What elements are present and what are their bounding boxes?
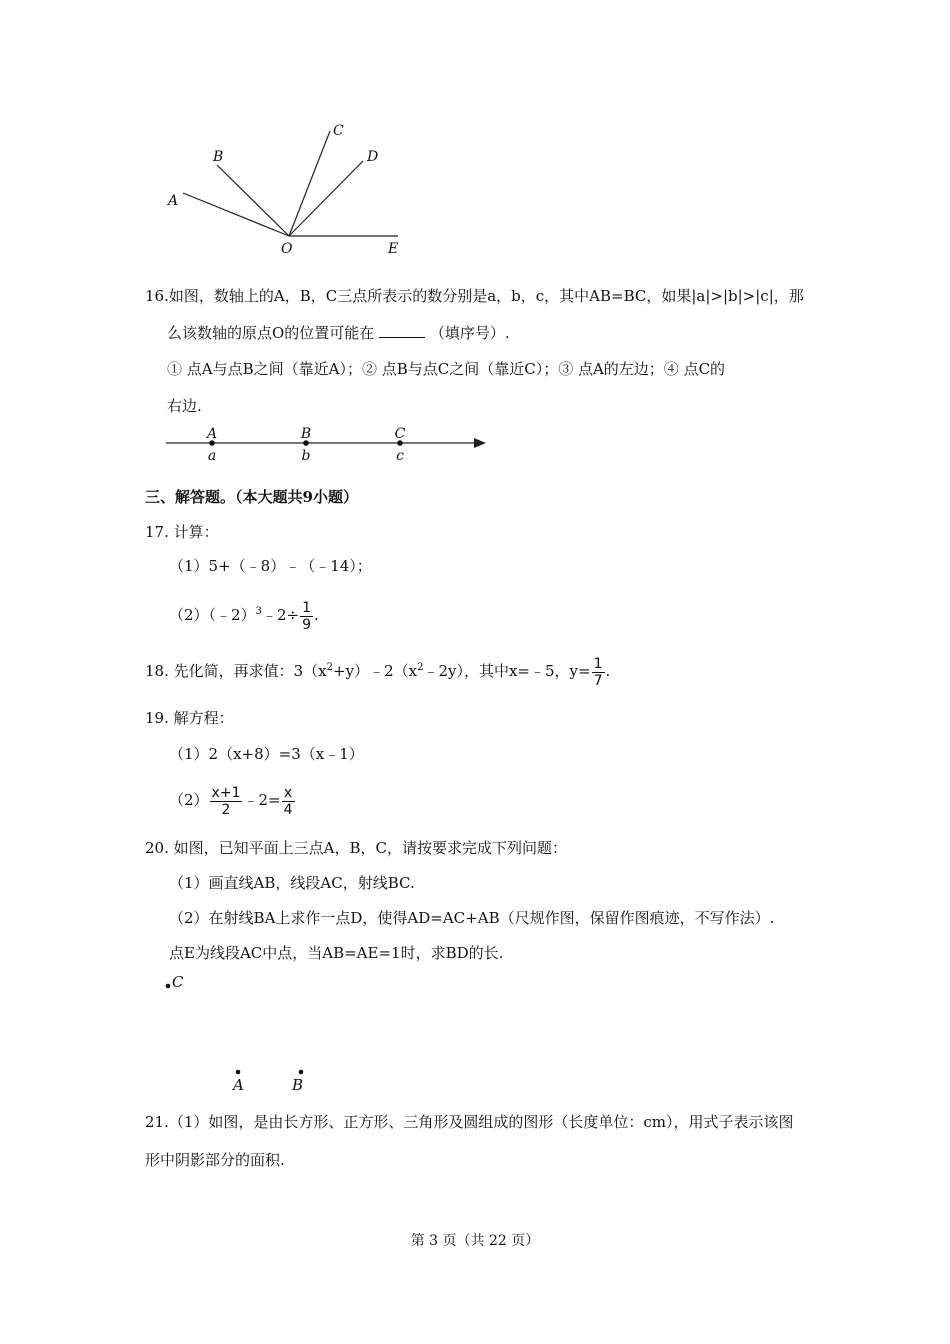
q16-number: 16. (145, 287, 169, 305)
angle-figure (150, 115, 420, 265)
arrow-head (474, 438, 486, 448)
ray-OA (183, 193, 289, 236)
ray-OB (217, 165, 289, 236)
q16-line2b: （填序号）. (429, 324, 510, 342)
nl-label-B: B (300, 426, 312, 442)
label-O: O (281, 241, 293, 257)
q17-title: 计算： (173, 523, 219, 541)
nl-label-A: A (206, 426, 218, 442)
answer-blank[interactable] (379, 323, 425, 338)
page-footer: 第 3 页（共 22 页） (410, 1233, 540, 1249)
label-B: B (213, 149, 224, 165)
nl-value-b: b (301, 448, 311, 464)
nl-value-c: c (396, 448, 404, 464)
q19-part2: （2） $\frac{x+1}{2}$ ﹣2= $\frac{x}{4}$ (169, 784, 293, 818)
q20-part1: （1）画直线AB，线段AC，射线BC. (169, 874, 415, 892)
q21-number: 21. (145, 1113, 169, 1131)
q19-title: 解方程： (173, 709, 234, 727)
question-18: 18. 先化简，再求值：$3(x^2+y)﹣2(x^2﹣2y)$，其中x=﹣5，y= $\frac{1}{7}$ . (145, 655, 611, 689)
question-17 (145, 522, 825, 632)
point-B (299, 1070, 304, 1075)
points-figure (160, 968, 330, 1098)
question-20 (145, 838, 825, 968)
label-C: C (333, 123, 344, 139)
label-E: E (388, 241, 399, 257)
fraction: $\frac{1}{9}$ (302, 599, 312, 633)
label-A: A (168, 193, 179, 209)
label-D: D (367, 149, 379, 165)
q16-line2a: 么该数轴的原点O的位置可能在 (167, 324, 375, 342)
q18-number: 18. (145, 662, 169, 680)
nl-label-C: C (394, 426, 406, 442)
q19-part1: （1）2（x+8）=3（x﹣1） (169, 745, 364, 763)
ray-OC (289, 131, 330, 236)
q17-number: 17. (145, 523, 169, 541)
ray-OD (289, 161, 363, 236)
label-C: C (172, 973, 184, 991)
q16-options: ① 点A与点B之间（靠近A）；② 点B与点C之间（靠近C）；③ 点A的左边；④ 点C的 (167, 360, 726, 378)
q21-line1: （1）如图，是由长方形、正方形、三角形及圆组成的图形（长度单位：cm），用式子表示该图 (168, 1113, 794, 1131)
q20-number: 20. (145, 839, 169, 857)
q21-line2: 形中阴影部分的面积. (145, 1151, 285, 1169)
question-21 (145, 1112, 825, 1182)
q20-title: 如图，已知平面上三点A，B，C，请按要求完成下列问题： (173, 839, 567, 857)
number-line (160, 422, 500, 468)
q16-line4: 右边. (167, 397, 202, 415)
question-19 (145, 708, 825, 828)
label-B: B (292, 1076, 304, 1094)
q20-part2-cont: 点E为线段AC中点，当AB=AE=1时，求BD的长. (169, 944, 504, 962)
q20-part2: （2）在射线BA上求作一点D，使得AD=AC+AB（尺规作图，保留作图痕迹，不写作法）. (169, 909, 775, 927)
section-3-title: 三、解答题。（本大题共9小题） (145, 488, 358, 506)
point-A (236, 1070, 241, 1075)
q17-part2: （2）（﹣2）$^3$﹣2÷ $\frac{1}{9}$ . (169, 599, 319, 633)
nl-value-a: a (207, 448, 217, 464)
label-A: A (233, 1076, 244, 1094)
q16-line1: 如图，数轴上的A，B，C三点所表示的数分别是a，b，c，其中AB=BC，如果|a|>|b|>|c|，那 (168, 287, 804, 305)
q19-number: 19. (145, 709, 169, 727)
fraction: $\frac{1}{7}$ (593, 655, 603, 689)
q17-part1: （1）5+（﹣8）﹣（﹣14）； (169, 557, 372, 575)
point-C (166, 984, 171, 989)
